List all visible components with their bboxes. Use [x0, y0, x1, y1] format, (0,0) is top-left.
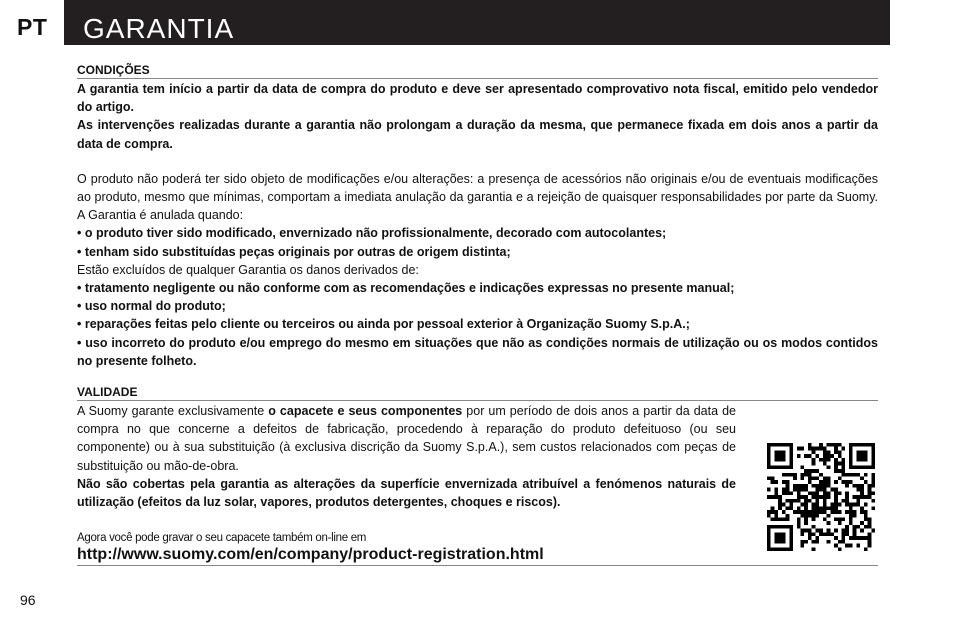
validity-section — [77, 384, 878, 565]
page-number: 96 — [20, 592, 36, 608]
excluded-item: • uso incorreto do produto e/ou emprego do mesmo em situações que não as condições normais de utilização ou os modos contidos no presente folheto. — [77, 335, 878, 368]
validity-text-post: por um período de dois anos a partir da data de compra no que concerne a defeitos de fabricação, procedendo à reparação do produto defeituoso (ou seu componente) ou à sua substituição (à exclusiva discrição da Suomy S.p.A.), sem custos relacionados com peças de substituição ou mão-de-obra. — [77, 404, 736, 473]
excluded-item: • uso normal do produto; — [77, 299, 226, 314]
excluded-item: • tratamento negligente ou não conforme com as recomendações e indicações expressas no presente manual; — [77, 281, 735, 296]
bottom-divider — [77, 565, 878, 566]
conditions-heading: CONDIÇÕES — [77, 62, 878, 79]
excluded-item: • reparações feitas pelo cliente ou terceiros ou ainda por pessoal exterior à Organização Suomy S.p.A.; — [77, 317, 690, 332]
conditions-paragraph-3: O produto não poderá ter sido objeto de modificações e/ou alterações: a presença de acessórios não originais e/ou de eventuais modificações ao produto, mesmo que mínimas, comportam a imediata anulação da garantia e a rejeição de quaisquer responsabilidades por parte da Suomy. A Garantia é anulada quando: — [77, 171, 878, 223]
excluded-intro: Estão excluídos de qualquer Garantia os danos derivados de: — [77, 262, 419, 277]
conditions-paragraph-1: A garantia tem início a partir da data de compra do produto e deve ser apresentado comprovativo nota fiscal, emitido pelo vendedor do artigo. — [77, 82, 878, 115]
language-code: PT — [17, 14, 48, 40]
registration-link[interactable]: http://www.suomy.com/en/company/product-registration.html — [77, 546, 544, 564]
void-item: • tenham sido substituídas peças originais por outras de origem distinta; — [77, 244, 511, 259]
validity-exclusion: Não são cobertas pela garantia as alterações da superfície envernizada atribuível a fenómenos naturais de utilização (efeitos da luz solar, vapores, produtos detergentes, choques e riscos). — [77, 476, 736, 510]
validity-text-bold: o capacete e seus componentes — [268, 404, 463, 418]
validity-text-pre: A Suomy garante exclusivamente — [77, 404, 269, 418]
validity-heading: VALIDADE — [77, 384, 878, 401]
qr-code-icon[interactable] — [767, 443, 875, 551]
void-item: • o produto tiver sido modificado, envernizado não profissionalmente, decorado com autocolantes; — [77, 226, 667, 241]
conditions-section — [77, 62, 878, 370]
registration-note: Agora você pode gravar o seu capacete também on-line em — [77, 532, 367, 545]
page-title: GARANTIA — [83, 13, 235, 44]
conditions-paragraph-2: As intervenções realizadas durante a garantia não prolongam a duração da mesma, que permanece fixada em dois anos a partir da data de compra. — [77, 118, 878, 151]
header-bar — [64, 0, 890, 45]
validity-paragraph — [77, 402, 736, 475]
